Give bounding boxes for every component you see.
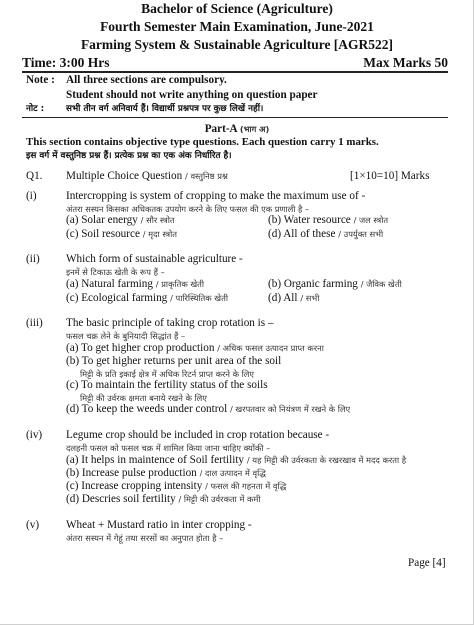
- part-title: [0, 123, 474, 136]
- note-line-2: Student should not write anything on question paper: [66, 89, 318, 101]
- note-label-hindi: नोट :: [26, 104, 45, 114]
- option: (b) To get higher returns per unit area of the soil: [66, 355, 282, 367]
- option-hindi: / फसल की गहनता में वृद्धि: [205, 481, 287, 491]
- option-en: (c) Soil resource: [66, 228, 140, 240]
- option-en: (a) Natural farming: [66, 278, 153, 290]
- option-hindi: / मिट्टी की उर्वरकता में कमी: [178, 494, 261, 504]
- time-marks-bar: [22, 55, 448, 71]
- page-number: Page [4]: [408, 557, 446, 569]
- option-en: (c) Increase cropping intensity: [66, 480, 203, 492]
- degree-title: Bachelor of Science (Agriculture): [141, 1, 333, 16]
- question-text-hindi: अंतरा सस्यन में गेहूं तथा सरसों का अनुपात होता है –: [66, 533, 224, 543]
- question-text-hindi: अंतरा सस्यन किसका अधिकतक उपयोग करने के लिए फसल की एक प्रणाली है –: [66, 204, 310, 214]
- option: [268, 228, 383, 241]
- option: [66, 278, 204, 291]
- question-text-hindi: इनमें से टिकाऊ खेती के रूप हैं –: [66, 267, 165, 277]
- option-hindi: / जल स्त्रोत: [353, 215, 389, 225]
- q1-title: [66, 170, 228, 183]
- q1-title-hindi: / वस्तुनिष्ठ प्रश्न: [185, 171, 228, 181]
- option: [66, 228, 177, 241]
- course-title: Farming System & Sustainable Agriculture [AGR522]: [80, 37, 394, 52]
- max-marks-label: Max Marks 50: [363, 55, 448, 70]
- note-text-hindi: सभी तीन वर्ग अनिवार्य हैं। विद्यार्थी प्रश्नपत्र पर कुछ लिखें नहीं।: [66, 104, 264, 114]
- question-number: (iv): [26, 429, 43, 441]
- option-hindi: / सभी: [300, 293, 320, 303]
- option: [66, 292, 228, 305]
- question-text-hindi: दलहनी फसल को फसल चक्र में शामिल किया जाना चाहिए क्योंकी –: [66, 443, 271, 453]
- option-en: (a) To get higher crop production: [66, 342, 215, 354]
- option: [66, 454, 406, 467]
- note-line-1: All three sections are compulsory.: [66, 74, 227, 86]
- question-number: (ii): [26, 253, 40, 265]
- option: [66, 480, 286, 493]
- question-text: Intercropping is system of cropping to make the maximum use of -: [66, 190, 366, 202]
- option-hindi: / प्राकृतिक खेती: [155, 279, 205, 289]
- question-number: (iii): [26, 317, 43, 329]
- option: [268, 292, 319, 305]
- option-en: (d) Descries soil fertility: [66, 493, 176, 505]
- note-label: Note :: [26, 74, 55, 86]
- option: [66, 214, 175, 227]
- option: [66, 403, 350, 416]
- option-en: (a) It helps in maintence of Soil fertility: [66, 454, 245, 466]
- option-en: (b) Organic farming: [268, 278, 358, 290]
- exam-title: Fourth Semester Main Examination, June-2021: [100, 19, 374, 34]
- option: [66, 342, 324, 355]
- section-instruction: This section contains objective type questions. Each question carry 1 marks.: [26, 136, 379, 148]
- question-text: Wheat + Mustard ratio in inter cropping -: [66, 519, 252, 531]
- question-number: (i): [26, 190, 37, 202]
- question-number: (v): [26, 519, 40, 531]
- option: [66, 493, 261, 506]
- question-text: The basic principle of taking crop rotation is –: [66, 317, 274, 329]
- header-rule: [22, 71, 448, 73]
- part-title-hindi: (भाग अ): [239, 124, 270, 134]
- option-hindi: मिट्टी के प्रति इकाई क्षेत्र में अधिक रिटर्न प्राप्त करने के लिए: [80, 369, 255, 379]
- option-hindi: / मृदा स्त्रोत: [142, 229, 178, 239]
- section-instruction-hindi: इस वर्ग में वस्तुनिष्ठ प्रश्न हैं। प्रत्येक प्रश्न का एक अंक निर्धारित है।: [26, 151, 232, 161]
- option-en: (b) Increase pulse production: [66, 467, 197, 479]
- option-hindi: मिट्टी की उर्वरक क्षमता बनाये रखने के लिए: [80, 393, 207, 403]
- option-hindi: / खरपतवार को नियंत्रण में रखने के लिए: [229, 404, 351, 414]
- option-hindi: / उपर्युक्त सभी: [338, 229, 384, 239]
- option-en: (c) Ecological farming: [66, 292, 168, 304]
- q1-number: Q1.: [26, 170, 43, 182]
- q1-marks: [1×10=10] Marks: [350, 170, 430, 182]
- option-en: (d) To keep the weeds under control: [66, 403, 228, 415]
- option-en: (b) Water resource: [268, 214, 351, 226]
- option-hindi: / दाल उत्पादन में वृद्धि: [199, 468, 266, 478]
- option: [66, 467, 266, 480]
- option-en: (a) Solar energy: [66, 214, 138, 226]
- option-en: (d) All: [268, 292, 298, 304]
- time-label: Time: 3:00 Hrs: [22, 55, 110, 70]
- option: (c) To maintain the fertility status of the soils: [66, 379, 268, 391]
- option-hindi: / पारिस्थितिक खेती: [170, 293, 228, 303]
- option: [268, 278, 402, 291]
- option-hindi: / अधिक फसल उत्पादन प्राप्त करना: [217, 343, 324, 353]
- note-rule: [22, 117, 448, 118]
- option: [268, 214, 388, 227]
- question-text-hindi: फसल चक्र लेने के बुनियादी सिद्धांत हैं –: [66, 331, 186, 341]
- question-text: Which form of sustainable agriculture -: [66, 253, 243, 265]
- q1-title-en: Multiple Choice Question: [66, 170, 183, 182]
- option-hindi: / यह मिट्टी की उर्वरकता के रखरखाव में मदद करता है: [246, 455, 407, 465]
- option-hindi: / सौर स्त्रोत: [140, 215, 175, 225]
- question-text: Legume crop should be included in crop rotation because -: [66, 429, 330, 441]
- part-title-en: Part-A: [204, 123, 238, 135]
- option-en: (d) All of these: [268, 228, 336, 240]
- option-hindi: / जैविक खेती: [360, 279, 402, 289]
